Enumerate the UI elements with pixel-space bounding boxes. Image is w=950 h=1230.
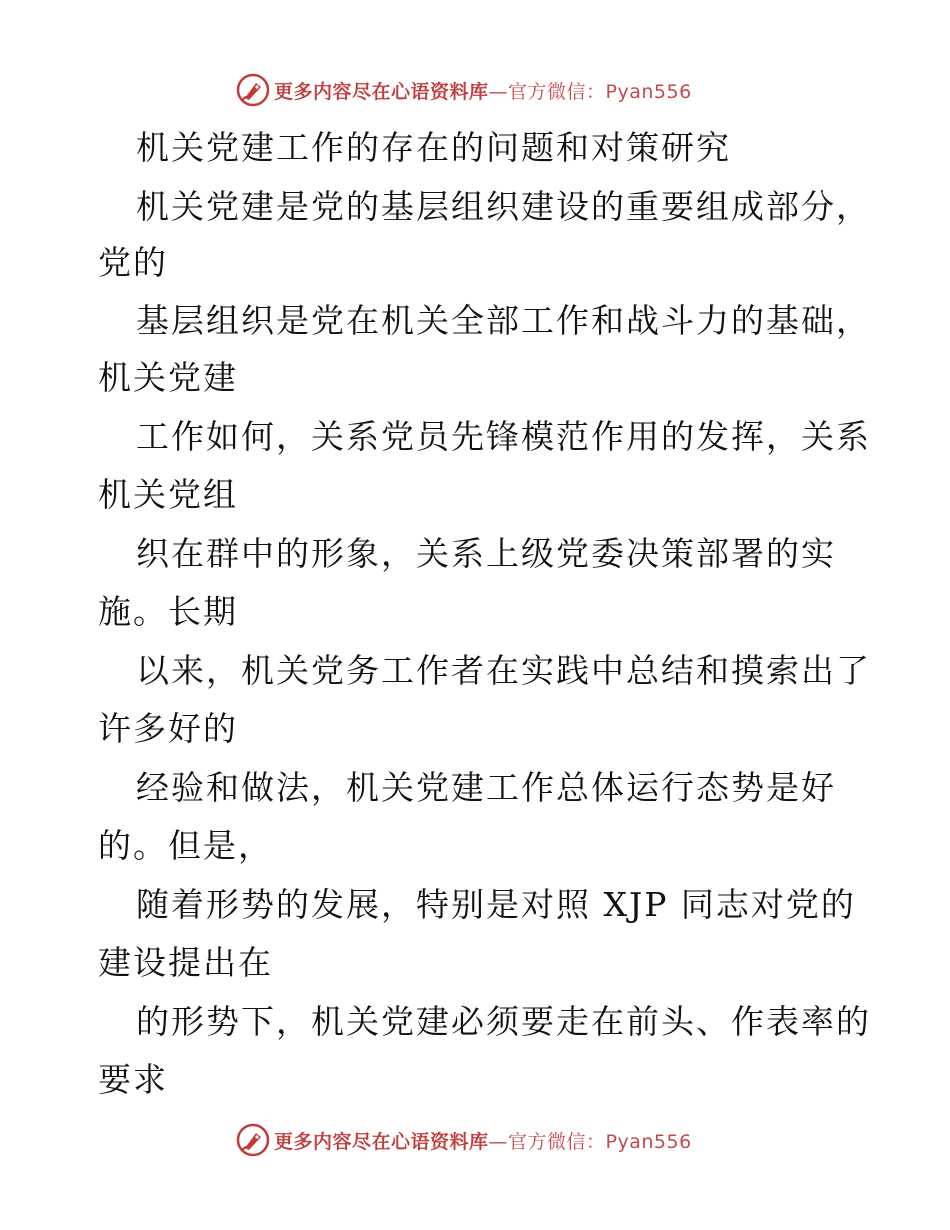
paragraph-line: 机关党建是党的基层组织建设的重要组成部分， bbox=[136, 187, 871, 226]
paragraph-line: 基层组织是党在机关全部工作和战斗力的基础， bbox=[136, 301, 871, 340]
paragraph-line: 机关党组 bbox=[98, 475, 238, 514]
banner-brand-text: 更多内容尽在心语资料库 bbox=[274, 1130, 489, 1153]
paragraph-line: 建设提出在 bbox=[98, 943, 273, 982]
banner-wechat-text: 官方微信：Pyan556 bbox=[508, 1130, 692, 1153]
paragraph-line: 随着形势的发展，特别是对照 XJP 同志对党的 bbox=[136, 885, 856, 924]
paragraph-line: 经验和做法，机关党建工作总体运行态势是好 bbox=[136, 768, 836, 807]
paragraph-line: 机关党建 bbox=[98, 358, 238, 397]
banner-wechat-text: 官方微信：Pyan556 bbox=[508, 80, 692, 103]
banner-separator: — bbox=[488, 1130, 509, 1153]
paragraph-line: 党的 bbox=[98, 243, 168, 282]
paragraph-line: 以来，机关党务工作者在实践中总结和摸索出了 bbox=[136, 651, 871, 690]
paragraph-line: 要求 bbox=[98, 1060, 168, 1099]
paragraph-line: 工作如何，关系党员先锋模范作用的发挥，关系 bbox=[136, 417, 871, 456]
document-title: 机关党建工作的存在的问题和对策研究 bbox=[136, 128, 731, 167]
paragraph-line: 施。长期 bbox=[98, 592, 238, 631]
footer-banner bbox=[236, 1122, 692, 1158]
paragraph-line: 织在群中的形象，关系上级党委决策部署的实 bbox=[136, 534, 836, 573]
banner-separator: — bbox=[488, 80, 509, 103]
paragraph-line: 的。但是， bbox=[98, 826, 273, 865]
paragraph-line: 许多好的 bbox=[98, 709, 238, 748]
banner-text bbox=[274, 1127, 692, 1154]
banner-brand-text: 更多内容尽在心语资料库 bbox=[274, 80, 489, 103]
paragraph-line: 的形势下，机关党建必须要走在前头、作表率的 bbox=[136, 1002, 871, 1041]
pen-nib-logo-icon bbox=[236, 1123, 270, 1157]
